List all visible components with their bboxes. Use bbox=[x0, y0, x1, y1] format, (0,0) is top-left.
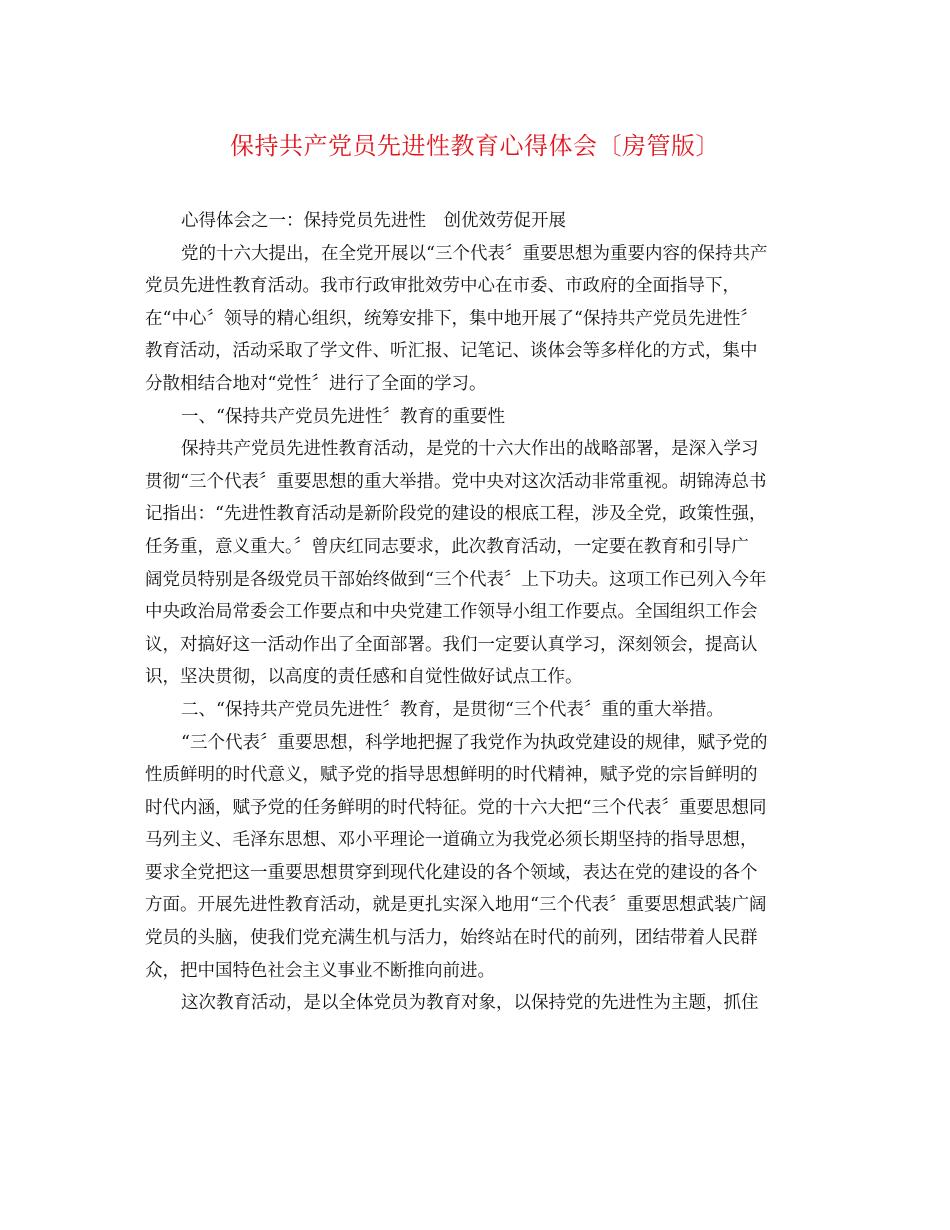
body-line: 一、“保持共产党员先进性〞教育的重要性 bbox=[181, 406, 505, 427]
body-line: 马列主义、毛泽东思想、邓小平理论一道确立为我党必须长期坚持的指导思想， bbox=[145, 830, 758, 851]
body-line: 中央政治局常委会工作要点和中央党建工作领导小组工作要点。全国组织工作会 bbox=[145, 602, 758, 623]
body-line: 贯彻“三个代表〞重要思想的重大举措。党中央对这次活动非常重视。胡锦涛总书 bbox=[145, 471, 767, 492]
body-line: 党员先进性教育活动。我市行政审批效劳中心在市委、市政府的全面指导下， bbox=[145, 276, 740, 297]
body-line: 党的十六大提出，在全党开展以“三个代表〞重要思想为重要内容的保持共产 bbox=[181, 243, 768, 264]
body-line: “三个代表〞重要思想，科学地把握了我党作为执政党建设的规律，赋予党的 bbox=[181, 732, 768, 753]
body-line: 心得体会之一：保持党员先进性 创优效劳促开展 bbox=[181, 211, 566, 231]
body-line: 记指出：“先进性教育活动是新阶段党的建设的根底工程，涉及全党，政策性强， bbox=[145, 504, 767, 525]
body-line: 议，对搞好这一活动作出了全面部署。我们一定要认真学习，深刻领会，提高认 bbox=[145, 634, 758, 655]
body-line: 时代内涵，赋予党的任务鲜明的时代特征。党的十六大把“三个代表〞重要思想同 bbox=[145, 797, 767, 818]
body-line: 保持共产党员先进性教育活动，是党的十六大作出的战略部署，是深入学习 bbox=[181, 439, 759, 460]
body-line: 识，坚决贯彻，以高度的责任感和自觉性做好试点工作。 bbox=[145, 667, 583, 688]
body-line: 这次教育活动，是以全体党员为教育对象，以保持党的先进性为主题，抓住 bbox=[181, 993, 759, 1014]
body-line: 分散相结合地对“党性〞进行了全面的学习。 bbox=[145, 373, 487, 394]
body-line: 性质鲜明的时代意义，赋予党的指导思想鲜明的时代精神，赋予党的宗旨鲜明的 bbox=[145, 765, 758, 786]
document-title: 保持共产党员先进性教育心得体会〔房管版〕 bbox=[230, 132, 720, 160]
body-line: 二、“保持共产党员先进性〞教育，是贯彻“三个代表〞重的重大举措。 bbox=[181, 699, 724, 720]
body-line: 在“中心〞领导的精心组织，统筹安排下，集中地开展了“保持共产党员先进性〞 bbox=[145, 308, 758, 329]
body-line: 党员的头脑，使我们党充满生机与活力，始终站在时代的前列，团结带着人民群 bbox=[145, 928, 758, 949]
body-line: 众，把中国特色社会主义事业不断推向前进。 bbox=[145, 960, 495, 981]
body-line: 教育活动，活动采取了学文件、听汇报、记笔记、谈体会等多样化的方式，集中 bbox=[145, 341, 758, 362]
body-line: 要求全党把这一重要思想贯穿到现代化建设的各个领域，表达在党的建设的各个 bbox=[145, 862, 758, 883]
body-line: 阔党员特别是各级党员干部始终做到“三个代表〞上下功夫。这项工作已列入今年 bbox=[145, 569, 767, 590]
body-line: 任务重，意义重大。〞曾庆红同志要求，此次教育活动，一定要在教育和引导广 bbox=[145, 536, 749, 557]
document-body bbox=[145, 205, 815, 1020]
body-line: 方面。开展先进性教育活动，就是更扎实深入地用“三个代表〞重要思想武装广阔 bbox=[145, 895, 767, 916]
